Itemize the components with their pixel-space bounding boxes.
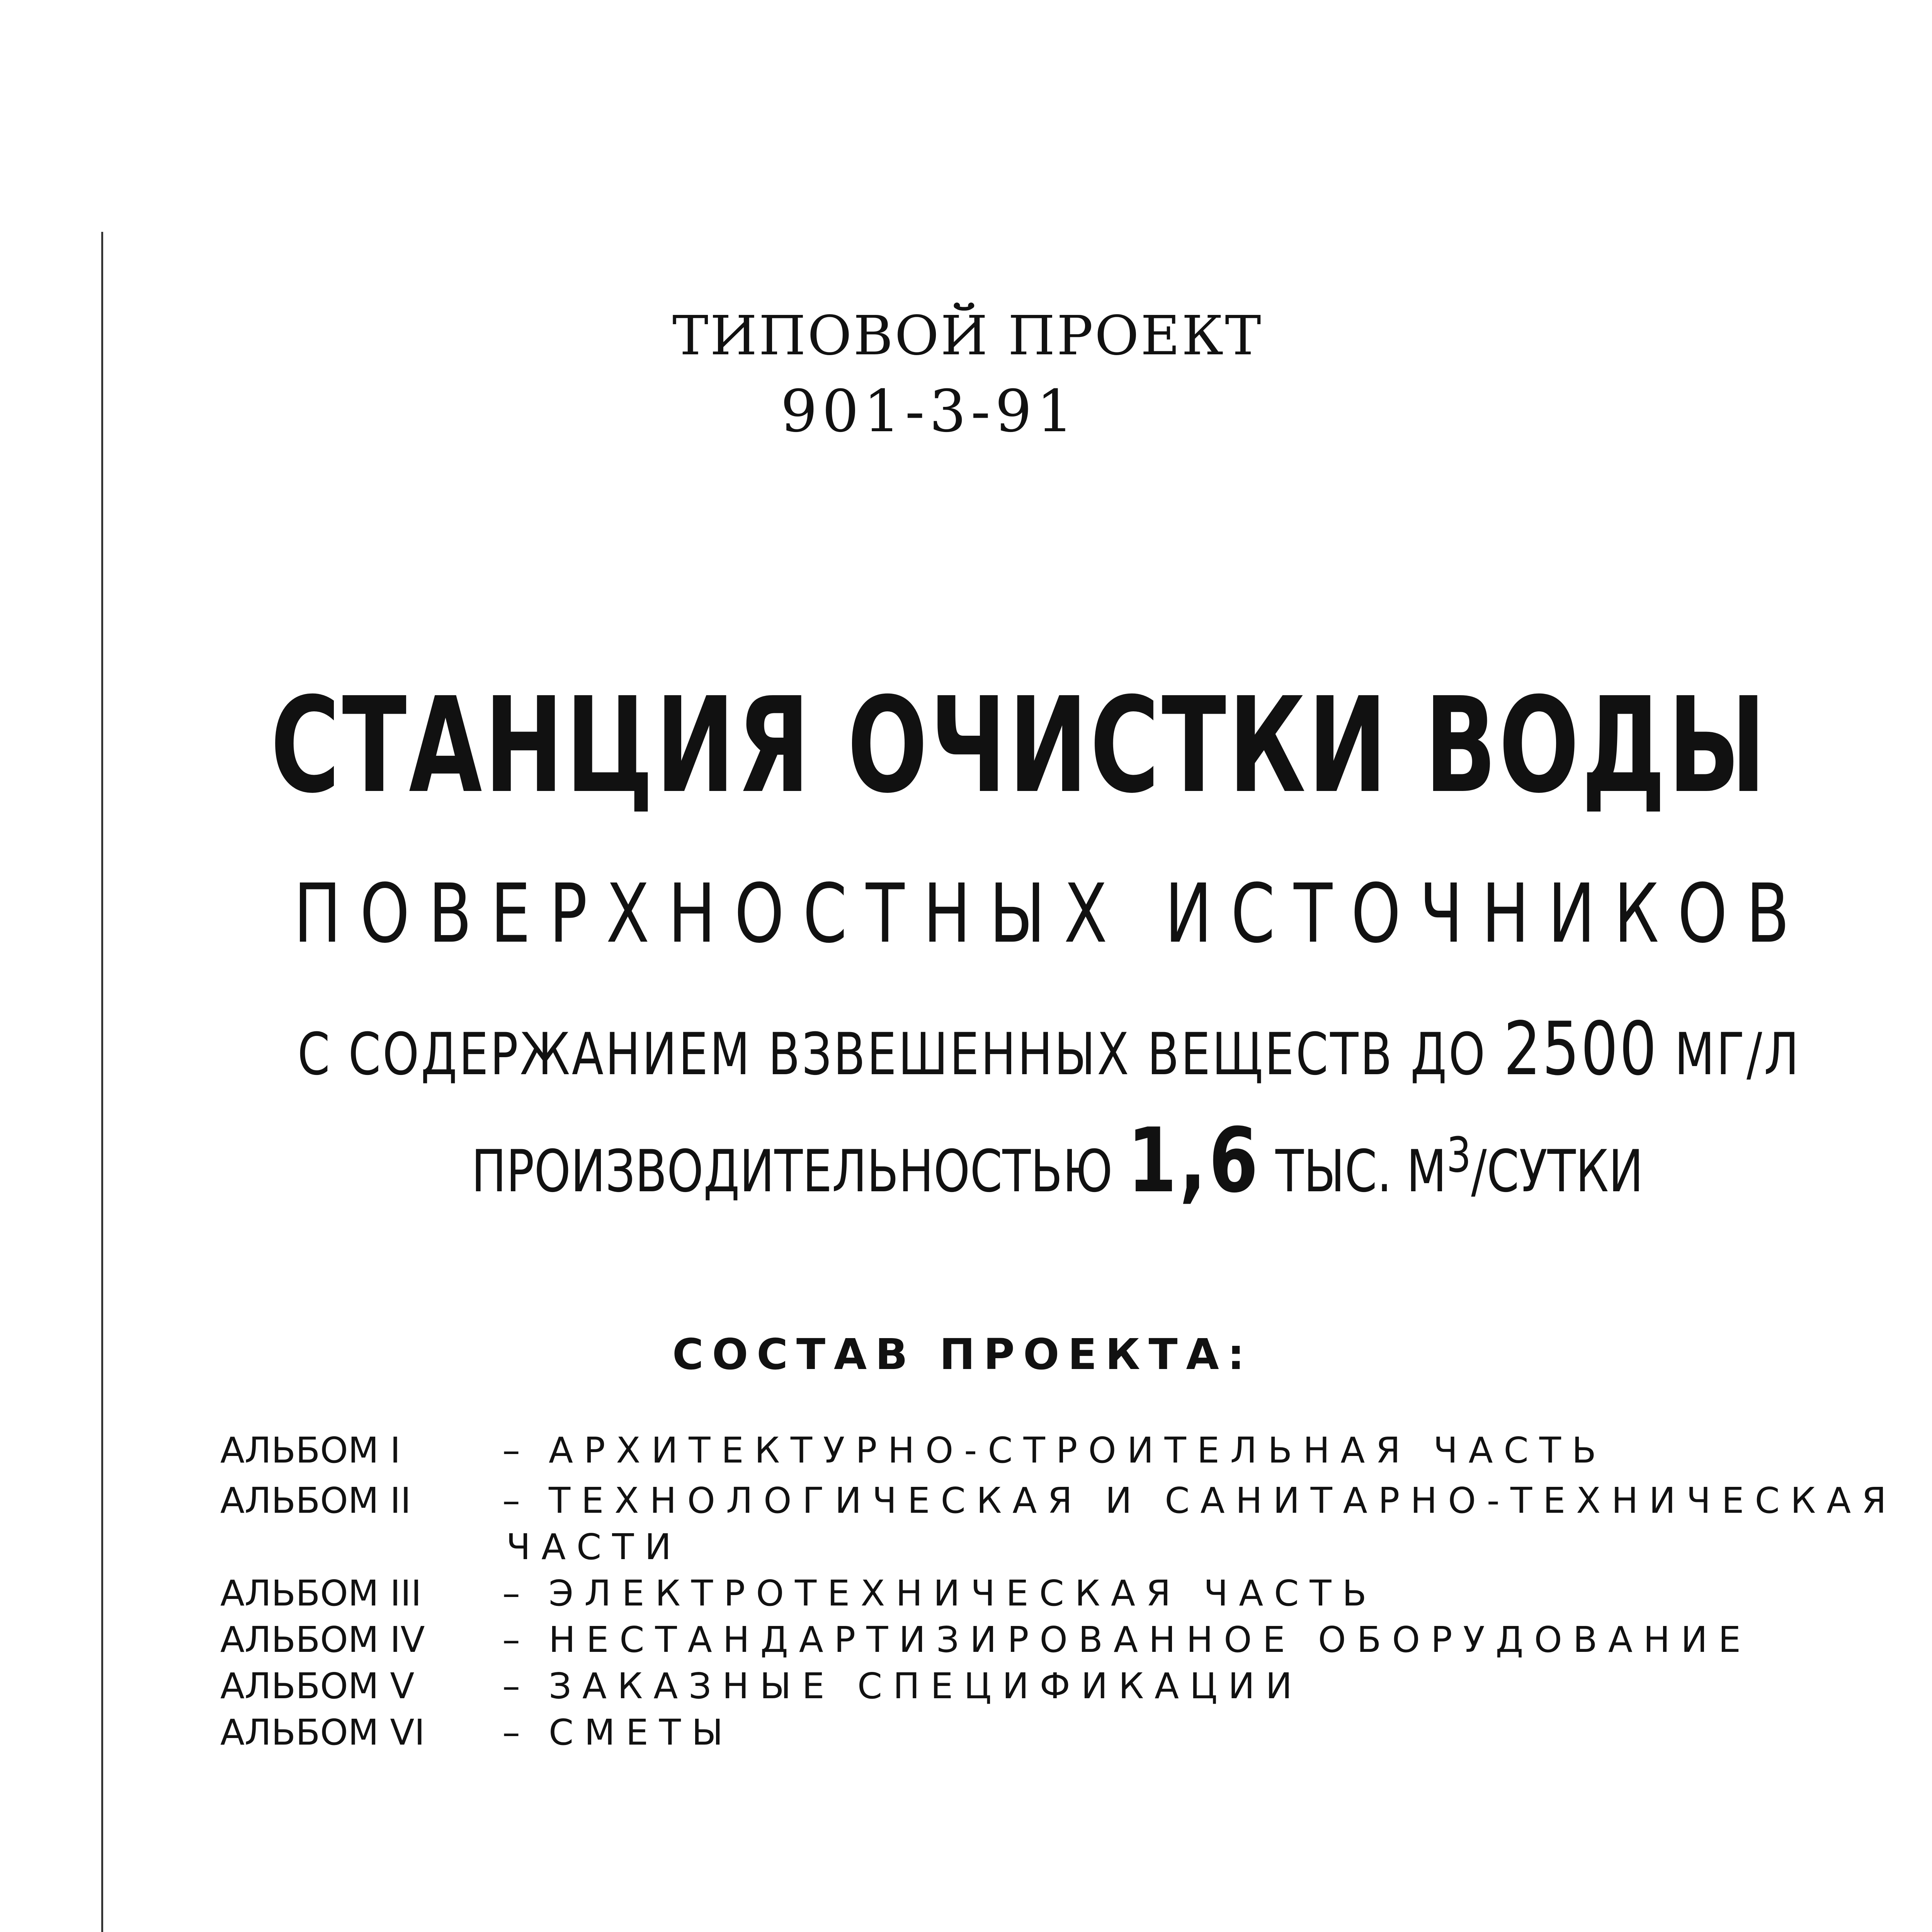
album-dash: – xyxy=(502,1619,520,1660)
main-title: СТАНЦИЯ ОЧИСТКИ ВОДЫ xyxy=(270,669,1768,822)
album-description: СМЕТЫ xyxy=(549,1712,734,1753)
album-list-item xyxy=(220,1712,734,1753)
album-description: ЭЛЕКТРОТЕХНИЧЕСКАЯ ЧАСТЬ xyxy=(549,1573,1378,1614)
capacity-unit-sup: 3 xyxy=(1446,1127,1471,1183)
album-list-item xyxy=(220,1619,1752,1660)
project-number: 901-3-91 xyxy=(781,378,1078,445)
album-list-item xyxy=(220,1573,1378,1614)
suspended-solids-unit: МГ/Л xyxy=(1674,1021,1801,1088)
frame-left-line xyxy=(101,232,103,1932)
album-dash: – xyxy=(502,1430,520,1471)
capacity-text: ПРОИЗВОДИТЕЛЬНОСТЬЮ xyxy=(471,1138,1113,1205)
album-label: АЛЬБОМ V xyxy=(220,1665,415,1707)
album-dash: – xyxy=(502,1573,520,1614)
composition-title: СОСТАВ ПРОЕКТА: xyxy=(672,1330,1253,1379)
subtitle-suspended-solids xyxy=(298,1006,1801,1092)
album-list-item xyxy=(220,1665,1303,1707)
suspended-solids-value: 2500 xyxy=(1503,1006,1658,1092)
capacity-unit xyxy=(1275,1127,1643,1205)
capacity-value: 1,6 xyxy=(1127,1109,1261,1213)
suspended-solids-text: С СОДЕРЖАНИЕМ ВЗВЕШЕННЫХ ВЕЩЕСТВ ДО xyxy=(298,1021,1487,1088)
album-description: ТЕХНОЛОГИЧЕСКАЯ И САНИТАРНО-ТЕХНИЧЕСКАЯ xyxy=(549,1480,1897,1521)
album-label: АЛЬБОМ I xyxy=(220,1430,401,1471)
album-description: ЗАКАЗНЫЕ СПЕЦИФИКАЦИИ xyxy=(549,1665,1303,1707)
album-list-item xyxy=(220,1480,1897,1521)
album-label: АЛЬБОМ II xyxy=(220,1480,411,1521)
album-label: АЛЬБОМ III xyxy=(220,1573,422,1614)
album-description-continued: ЧАСТИ xyxy=(506,1526,682,1568)
project-label: ТИПОВОЙ ПРОЕКТ xyxy=(672,304,1263,367)
album-dash: – xyxy=(502,1712,520,1753)
album-label: АЛЬБОМ IV xyxy=(220,1619,425,1660)
album-description: НЕСТАНДАРТИЗИРОВАННОЕ ОБОРУДОВАНИЕ xyxy=(549,1619,1752,1660)
album-dash: – xyxy=(502,1480,520,1521)
album-dash: – xyxy=(502,1665,520,1707)
album-label: АЛЬБОМ VI xyxy=(220,1712,425,1753)
capacity-unit-pre: ТЫС. М xyxy=(1275,1138,1447,1205)
album-description: АРХИТЕКТУРНО-СТРОИТЕЛЬНАЯ ЧАСТЬ xyxy=(549,1430,1607,1471)
album-list-item xyxy=(220,1430,1607,1471)
subtitle-sources: ПОВЕРХНОСТНЫХ ИСТОЧНИКОВ xyxy=(294,866,1808,961)
subtitle-capacity xyxy=(471,1109,1643,1213)
capacity-unit-post: /СУТКИ xyxy=(1471,1138,1643,1205)
